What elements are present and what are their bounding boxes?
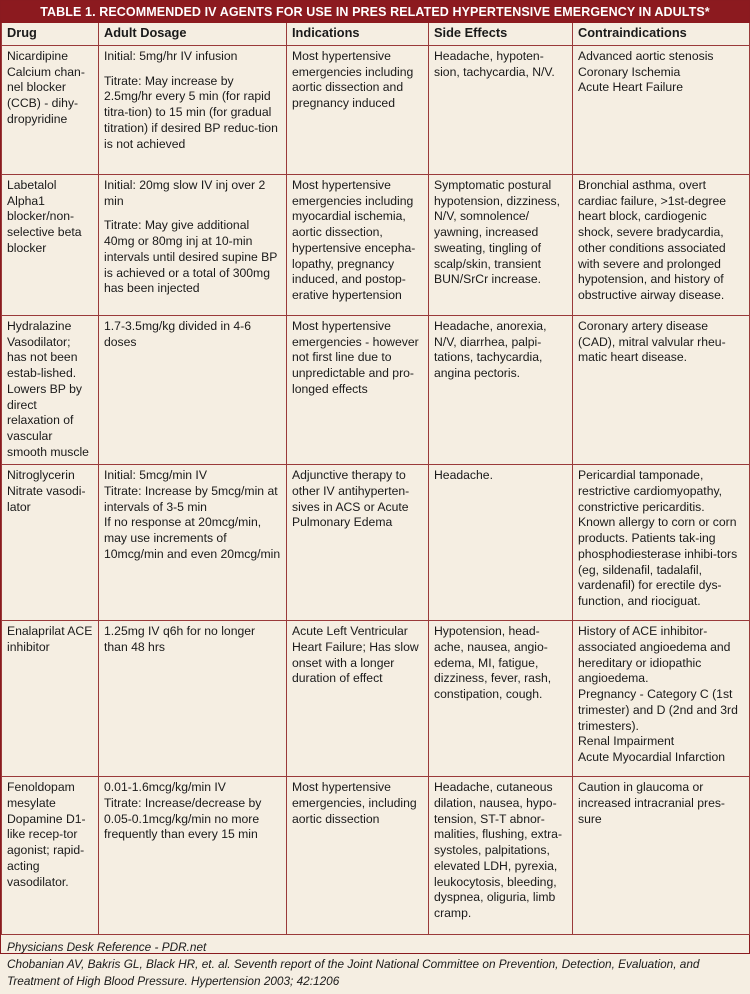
contraindications-cell [573, 777, 750, 935]
drug-name: Hydralazine Vasodilator; has not been estab-lished. Lowers BP by direct relaxation of vascular smooth muscle [7, 319, 89, 459]
contraindications-text: Pregnancy - Category C (1st trimester) and D (2nd and 3rd trimesters). [578, 687, 738, 733]
contraindications-cell [573, 46, 750, 175]
contraindications-text: Acute Myocardial Infarction [578, 749, 725, 764]
contraindications-text: History of ACE inhibitor-associated angioedema and hereditary or idiopathic angioedema. [578, 624, 731, 686]
contraindications-text: Coronary Ischemia [578, 64, 681, 79]
indications-cell [287, 621, 429, 777]
dosage-cell [99, 777, 287, 935]
indications-text: Adjunctive therapy to other IV antihyperten-sives in ACS or Acute Pulmonary Edema [292, 468, 410, 530]
dosage-text: Initial: 20mg slow IV inj over 2 min [104, 178, 266, 208]
side-effects-text: Headache, hypoten-sion, tachycardia, N/V. [434, 49, 555, 79]
side-effects-cell [429, 777, 573, 935]
drug-table [1, 23, 750, 935]
indications-text: Most hypertensive emergencies - however not first line due to unpredictable and pro-longed effects [292, 319, 419, 396]
side-effects-cell [429, 46, 573, 175]
indications-cell [287, 175, 429, 316]
header-drug: Drug [2, 23, 99, 46]
drug-cell [2, 316, 99, 465]
contraindications-cell [573, 175, 750, 316]
contraindications-text: Coronary artery disease (CAD), mitral valvular rheu-matic heart disease. [578, 319, 726, 365]
contraindications-cell [573, 316, 750, 465]
indications-cell [287, 777, 429, 935]
drug-name: Nicardipine Calcium chan-nel blocker (CCB) - dihy-dropyridine [7, 49, 85, 126]
contraindications-text: Pericardial tamponade, restrictive cardiomyopathy, constrictive pericarditis. Known allergy to corn or corn products. Patients tak-ing phosphodiesterase inhibi-tors (eg, sildenafil, tadalafil, vardenafil) for erectile dys-function, and riociguat. [578, 468, 738, 608]
drug-cell [2, 777, 99, 935]
indications-text: Acute Left Ventricular Heart Failure; Has slow onset with a longer duration of effect [292, 624, 419, 686]
contraindications-text: Acute Heart Failure [578, 80, 683, 95]
dosage-text: Titrate: May increase by 2.5mg/hr every 5 min (for rapid titra-tion) to 15 min (for gradual titration) if desired BP reduc-tion is not achieved [104, 73, 278, 151]
side-effects-cell [429, 175, 573, 316]
side-effects-text: Symptomatic postural hypotension, dizziness, N/V, somnolence/ yawning, increased sweating, tingling of scalp/skin, transient BUN/SrCr increase. [434, 178, 561, 287]
indications-cell [287, 465, 429, 621]
dosage-cell [99, 465, 287, 621]
dosage-text: Titrate: May give additional 40mg or 80mg inj at 10-min intervals until desired supine BP is achieved or a total of 300mg has been injected [104, 218, 278, 296]
drug-cell [2, 46, 99, 175]
drug-name: Fenoldopam mesylate Dopamine D1-like recep-tor agonist; rapid-acting vasodilator. [7, 780, 86, 889]
contraindications-cell [573, 621, 750, 777]
contraindications-text: Caution in glaucoma or increased intracranial pres-sure [578, 780, 725, 826]
contraindications-text: Renal Impairment [578, 734, 675, 749]
table-row [2, 316, 750, 465]
side-effects-cell [429, 621, 573, 777]
dosage-text: 0.01-1.6mcg/kg/min IV [104, 780, 226, 795]
drug-name: Enalaprilat ACE inhibitor [7, 624, 93, 655]
contraindications-cell [573, 465, 750, 621]
dosage-text: If no response at 20mcg/min, may use increments of 10mcg/min and even 20mcg/min [104, 515, 281, 561]
footnote-reference: Chobanian AV, Bakris GL, Black HR, et. al. Seventh report of the Joint National Committee on Prevention, Detection, Evaluation, and Treatment of High Blood Pressure. Hypertension 2003; 42:1206 [7, 957, 700, 989]
contraindications-text: Advanced aortic stenosis [578, 49, 714, 63]
table-row [2, 621, 750, 777]
drug-cell [2, 175, 99, 316]
table-row [2, 175, 750, 316]
dosage-cell [99, 46, 287, 175]
dosage-text: Titrate: Increase/decrease by 0.05-0.1mcg/kg/min no more frequently than every 15 min [104, 796, 262, 842]
side-effects-cell [429, 465, 573, 621]
dosage-text: Initial: 5mcg/min IV [104, 468, 207, 483]
dosage-cell [99, 621, 287, 777]
header-row [2, 23, 750, 46]
indications-cell [287, 46, 429, 175]
footnote-reference: Physicians Desk Reference - PDR.net [7, 940, 207, 955]
indications-cell [287, 316, 429, 465]
table-row [2, 46, 750, 175]
indications-text: Most hypertensive emergencies including myocardial ischemia, aortic dissection, hypertensive encepha-lopathy, pregnancy induced, and postop-erative hypertension [292, 178, 416, 302]
table-footnotes [1, 935, 749, 994]
side-effects-text: Headache. [434, 468, 493, 483]
table-row [2, 465, 750, 621]
drug-cell [2, 621, 99, 777]
indications-text: Most hypertensive emergencies, including aortic dissection [292, 780, 417, 826]
dosage-cell [99, 316, 287, 465]
indications-text: Most hypertensive emergencies including aortic dissection and pregnancy induced [292, 49, 414, 111]
header-side-effects: Side Effects [429, 23, 573, 46]
dosage-text: Titrate: Increase by 5mcg/min at intervals of 3-5 min [104, 484, 278, 514]
header-contraindications: Contraindications [573, 23, 750, 46]
drug-cell [2, 465, 99, 621]
side-effects-text: Headache, anorexia, N/V, diarrhea, palpi-tations, tachycardia, angina pectoris. [434, 319, 547, 381]
header-indications: Indications [287, 23, 429, 46]
drug-name: Nitroglycerin Nitrate vasodi-lator [7, 468, 86, 514]
side-effects-text: Hypotension, head-ache, nausea, angio-edema, MI, fatigue, dizziness, fever, rash, constipation, cough. [434, 624, 552, 702]
table-title: TABLE 1. RECOMMENDED IV AGENTS FOR USE IN PRES RELATED HYPERTENSIVE EMERGENCY IN ADULTS* [1, 1, 749, 23]
drug-name: Labetalol Alpha1 blocker/non-selective beta blocker [7, 178, 82, 255]
dosage-text: Initial: 5mg/hr IV infusion [104, 49, 238, 63]
side-effects-text: Headache, cutaneous dilation, nausea, hypo-tension, ST-T abnor-malities, flushing, extra-systoles, palpitations, elevated LDH, pyrexia, leukocytosis, bleeding, dyspnea, oliguria, limb cramp. [434, 780, 563, 920]
table-row [2, 777, 750, 935]
dosage-text: 1.25mg IV q6h for no longer than 48 hrs [104, 624, 256, 655]
dosage-text: 1.7-3.5mg/kg divided in 4-6 doses [104, 319, 252, 349]
header-adult-dosage: Adult Dosage [99, 23, 287, 46]
dosage-cell [99, 175, 287, 316]
side-effects-cell [429, 316, 573, 465]
contraindications-text: Bronchial asthma, overt cardiac failure, >1st-degree heart block, cardiogenic shock, severe bradycardia, other conditions associated with severe and prolonged hypotension, and history of obstructive airway disease. [578, 178, 727, 302]
